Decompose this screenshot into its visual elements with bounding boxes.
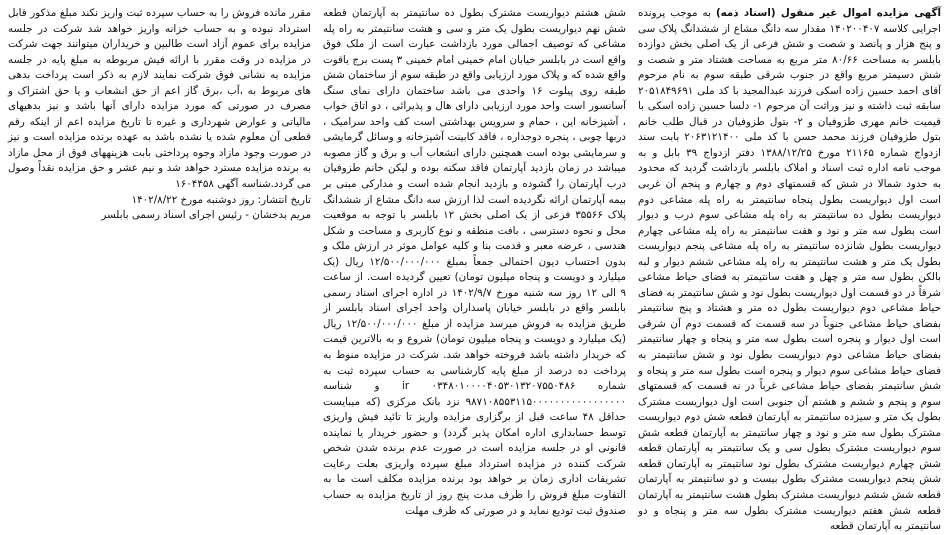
notice-column-2 [323,6,626,519]
notice-body-part-2: شش هشتم دیواریست مشترک بطول ده سانتیمتر به آپارتمان قطعه شش نهم دیواریست بطول یک متر و سی و هشت سانتیمتر به راه پله مشاعی که توصیف اجمالی مورد بازداشت عبارت است از ملک فوق واقع است در بابلسر خیابان امام خمینی امام خمینی ۳ پست برج یاقوت واقع شده که و پلاک مورد ارزیابی واقع در طبقه سوم از ساختمان شش طبقه روی پیلوت ۱۶ واحدی می باشد ساختمان دارای نمای سنگ آسانسور است واحد مورد ارزیابی دارای هال و پذیرائی ، دو اتاق خواب ، آشپزخانه این ، حمام و سرویس بهداشتی است کف واحد سرامیک ، دربها چوبی ، پنجره دوجداره ، فاقد کابینت آشپزخانه و وسائل گرمایشی و سرمایشی بوده است همچنین دارای انشعاب آب و برق و گاز مصوبه میباشد در زمان بازدید آپارتمان فاقد سکنه بوده و لیکن خانم طزوفیان درب آپارتمان را گشوده و بازدید انجام شده است و مدارکی مبنی بر بیمه آپارتمان ارائه نگردیده است لذا ارزش سه دانگ مشاع از ششدانگ پلاک ۳۵۵۶۶ فرعی از یک اصلی بخش ۱۲ بابلسر با توجه به موقعیت محل و نحوه دسترسی ، بافت منطقه و نوع کاربری و مساحت و شکل هندسی ، عرضه معبر و قدمت بنا و کلیه عوامل موثر در ارزش ملک و بدون احتساب دیون احتمالی جمعاً بمبلغ ۱۲/۵۰۰/۰۰۰/۰۰۰ ریال (یک میلیارد و دویست و پنجاه میلیون تومان) تعیین گردیده است. از ساعت ۹ الی ۱۲ روز سه شنبه مورخ ۱۴۰۲/۹/۷ در اداره اجرای اسناد رسمی بابلسر واقع در بابلسر خیابان پاسداران واحد اجرای اسناد بابلسر از طریق مزایده به فروش میرسد مزایده از مبلغ ۱۲/۵۰۰/۰۰۰/۰۰۰ ریال (یک میلیارد و دویست و پنجاه میلیون تومان) شروع و به بالاترین قیمت که خریدار داشته باشد فروخته خواهد شد. شرکت در مزایده منوط به پرداخت ده درصد از مبلغ پایه کارشناسی به حساب سپرده ثبت به شماره ۰۳۴۸۰۱۰۰۰۰۴۰۵۳۰۱۳۲۰۷۵۵۰۴۸۶ ir و شناسه ۹۸۷۱۰۸۵۵۳۱۱۵۰۰۰۰۰۰۰۰۰۰۰۰۰۰۰۰۰ نزد بانک مرکزی (که میبایست حداقل ۴۸ ساعت قبل از برگزاری مزایده واریز تا تائید فیش واریزی توسط حسابداری اداره امکان پذیر گردد) و حضور خریدار یا نماینده قانونی او در جلسه مزایده است در صورت عدم برنده شدن شخص شرکت کننده در مزایده استرداد مبلغ سپرده واریزی بعلت رعایت تشریفات اداری زمان بر خواهد بود برنده مزایده مکلف است ما به التفاوت مبلغ فروش را ظرف مدت پنج روز از تاریخ مزایده به حساب صندوق ثبت تودیع نماید و در صورتی که ظرف مهلت [323,7,627,517]
notice-body-part-3: مقرر مانده فروش را به حساب سپرده ثبت واریز نکند مبلغ مذکور قابل استرداد نبوده و به حساب خزانه واریز خواهد شد شرکت در جلسه مزایده برای عموم آزاد است طالبین و خریداران میتوانند جهت شرکت در مزایده در وقت مقرر با ارائه فیش مربوطه به مبلغ پایه در جلسه مزایده به نشانی فوق شرکت نمایند لازم به ذکر است پرداخت بدهی های مربوط به ،آب ،برق گاز اعم از حق انشعاب و یا حق اشتراک و مصرف در صورتی که مورد مزایده دارای آنها باشد و نیز بدهیهای مالیاتی و عوارض شهرداری و غیره تا تاریخ مزایده اعم از اینکه رقم قطعی آن معلوم شده یا نشده باشد به عهده برنده مزایده است و نیز در صورت وجود مازاد وجوه پرداختی بابت هزینههای فوق از محل مازاد به برنده مزایده مسترد خواهد شد و نیم عشر و حق مزایده نقداً وصول می گردد.شناسه آگهی ۱۶۰۴۴۵۸ [8,7,311,191]
notice-body-part-1: به موجب پرونده اجرایی کلاسه ۱۴۰۲۰۰۴۰۷ مقدار سه دانگ مشاع از ششدانگ پلاک سی و پنج هزار و پانصد و شصت و شش فرعی از یک اصلی بخش دوازده بابلسر به مساحت ۸۰/۶۶ متر مربع به مساحت هشتاد متر و شصت و شش دسیمتر مربع واقع در جنوب شرقی طبقه سوم به نام مرحوم آقای احمد حسین زاده اسکی فرزند عبدالمجید با کد ملی ۲۰۵۱۸۴۹۶۹۱ سابقه ثبت ذاشته و نیز وراثت آن مرحوم ۱- دلسا حسین زاده اسکی با قیمیت خانم مهری طزوفیان و ۲- بتول طزوفیان در قبال طلب خانم بتول طزوفیان فرزند محمد حسن با کد ملی ۲۰۶۳۱۲۱۴۰۰ بابت سند ازدواج شماره ۲۱۱۶۵ مورخ ۱۳۸۸/۱۲/۲۵ دفتر ازدواج ۳۹ بابل و به موجب نامه اداره ثبت اسناد و املاک بابلسر بازداشت گردید که محدود به حدود شمالا در شش که قسمتهای دوم و چهارم و پنجم آن غربی است اول دیواریست بطول پنجاه سانتیمتر به راه پله مشاعی دوم دیواریست بطول ده سانتیمتر به راه پله مشاعی سوم درب و دیوار است بطول سه متر و نود و هفت سانتیمتر به راه پله مشاعی چهارم دیواریست بطول شانزده سانتیمتر به راه پله مشاعی پنجم دیواریست بطول یک متر و هشت سانتیمتر به راه پله مشاعی ششم دیوار و لبه بالکن بطول سه متر و چهل و هفت سانتیمتر به فضای حیاط مشاعی شرقاً در دو قسمت اول دیواریست بطول نود و شش سانتیمتر به فضای حیاط مشاعی دوم دیواریست بطول ده متر و هشتاد و پنج سانتیمتر بفضای حیاط مشاعی جنوباً در سه قسمت که قسمت دوم آن شرقی است اول دیوار و پنجره است بطول سه متر و پنجاه و چهار سانتیمتر بفضای حیاط مشاعی دوم دیواریست بطول نود و شش سانتیمتر به فضای حیاط مشاعی سوم دیوار و پنجره است بطول سه متر و پنجاه و شش سانتیمتر بفضای حیاط مشاعی غرباً در نه قسمت که قسمتهای سوم و پنجم و ششم و هشتم آن جنوبی است اول دیواریست مشترک بطول یک متر و سیزده سانتیمتر به آپارتمان قطعه شش دوم دیواریست مشترک بطول سه متر و نود و چهار سانتیمتر به آپارتمان قطعه شش سوم دیواریست مشترک بطول سی و یک سانتیمتر به آپارتمان قطعه شش چهارم دیواریست مشترک بطول نود سانتیمتر به آپارتمان قطعه شش پنجم دیواریست مشترک بطول بیست و دو سانتیمتر به آپارتمان قطعه شش ششم دیواریست مشترک بطول هشت سانتیمتر به آپارتمان قطعه شش هفتم دیواریست مشترک بطول سه متر و پنجاه و دو سانتیمتر به آپارتمان قطعه [638,7,942,533]
notice-column-1 [638,6,942,533]
publish-date: تاریخ انتشار: روز دوشنبه مورخ ۱۴۰۲/۸/۲۲ [131,193,311,206]
notice-title: آگهی مزایده اموال غیر منقول (اسناد ذمه) [715,7,941,19]
signature: مریم بدخشان - رئیس اجرای اسناد رسمی بابلسر [101,209,311,222]
notice-column-3 [8,6,311,519]
